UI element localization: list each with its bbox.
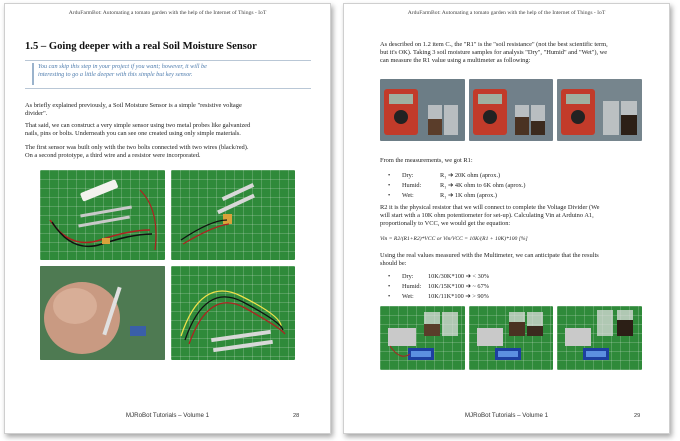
running-header: ArduFarmBot: Automating a tomato garden with the help of the Internet of Things - IoT [407,10,606,16]
result-item [388,293,588,301]
paragraph-2 [25,122,250,138]
paragraph-3-line-2: On a second prototype, a third wire and a resistor were incorporated. [25,152,201,160]
result-value: 10K/30K*100 ➔ < 30% [428,273,490,280]
callout-line-1: You can skip this step in your project if you want; however, it will be [38,63,207,70]
r2-paragraph [380,204,600,229]
photo-bolt-probes [171,170,295,260]
paragraph-3-line-1: The first sensor was built only with the two bolts connected with two wires (black/red). [25,144,249,151]
result-item [388,273,588,281]
intro-paragraph [380,41,608,66]
result-value: 10K/15K*100 ➔ ~ 67% [428,283,489,290]
hand-soldering-illustration [40,266,165,360]
paragraph-2-line-1: That said, we can construct a very simple sensor using two metal probes like galvanized [25,122,251,129]
bullet-icon: • [388,293,391,300]
result-label: Humid: [402,283,422,290]
bullet-icon: • [388,192,391,199]
photo-multimeter-humid [469,79,553,141]
measurement-value: R₁ ➔ 4K ohm to 6K ohm (aprox.) [440,182,526,189]
footer-title: MJRoBot Tutorials – Volume 1 [125,412,210,419]
voltage-divider-equation: Vin = R2/(R1+R2)*VCC or Vin/VCC = 10K/(R1 + 10K)*100 [%] [380,236,528,242]
three-wire-probe-illustration [171,266,295,360]
multimeter-humid-illustration [469,79,553,141]
paragraph-1-line-1: As briefly explained previously, a Soil Moisture Sensor is a simple "resistive voltage [25,102,242,109]
skip-callout [32,63,301,85]
paragraph-1-line-2: divider". [25,110,48,118]
photo-arduino-wet [557,306,642,370]
photo-arduino-dry [380,306,465,370]
intro-line-2: but it's OK). Taking 3 soil moisture samples for analysis "Dry", "Humid" and "Wet"), we [380,49,608,57]
measurement-value: R₁ ➔ 20K ohm (aprox.) [440,172,501,179]
bullet-icon: • [388,273,391,280]
measurement-label: Wet: [402,192,414,199]
page-number: 28 [293,413,300,419]
sensor-parts-illustration [40,170,165,260]
multimeter-wet-illustration [557,79,642,141]
intro-line-3: can measure the R1 value using a multimeter as following: [380,57,531,65]
result-label: Wet: [402,293,414,300]
arduino-humid-illustration [469,306,553,370]
r2-line-1: R2 it is the physical resistor that we will connect to complete the Voltage Divider (We [380,204,600,211]
footer-title: MJRoBot Tutorials – Volume 1 [464,412,549,419]
right-page [343,3,670,434]
measurement-item [388,182,588,190]
photo-multimeter-dry [380,79,465,141]
measurement-label: Humid: [402,182,422,189]
bullet-icon: • [388,283,391,290]
running-header: ArduFarmBot: Automating a tomato garden with the help of the Internet of Things - IoT [68,10,267,16]
paragraph-2-line-2: nails, pins or bolts. Underneath you can see one created using only simple materials. [25,130,241,138]
bullet-icon: • [388,182,391,189]
arduino-dry-illustration [380,306,465,370]
multimeter-dry-illustration [380,79,465,141]
results-paragraph [380,252,599,268]
bullet-icon: • [388,172,391,179]
photo-arduino-humid [469,306,553,370]
measurement-item [388,192,588,200]
result-value: 10K/11K*100 ➔ > 90% [428,293,489,300]
left-page [4,3,331,434]
r2-line-3: proportionally to VCC, we would get the equation: [380,220,511,228]
photo-hand-soldering [40,266,165,360]
photo-three-wire-probe [171,266,295,360]
result-label: Dry: [402,273,414,280]
callout-bottom-rule [25,88,311,89]
results-line-2: should be: [380,260,407,268]
result-item [388,283,588,291]
section-title: 1.5 – Going deeper with a real Soil Moisture Sensor [25,41,257,52]
measurement-item [388,172,588,180]
page-number: 29 [634,413,641,419]
measurement-value: R₁ ➔ 1K ohm (aprox.) [440,192,497,199]
callout-line-2: interesting to go a little deeper with this simple but key sensor. [38,71,193,78]
photo-sensor-parts [40,170,165,260]
callout-top-rule [25,60,311,61]
arduino-wet-illustration [557,306,642,370]
r2-line-2: will start with a 10K ohm potentiometer for set-up). Calculating Vin at Arduino A1, [380,212,594,220]
intro-line-1: As described on 1.2 item C., the "R1" is the "soil resistance" (not the best scientific term, [380,41,608,48]
bolt-probes-illustration [171,170,295,260]
photo-multimeter-wet [557,79,642,141]
paragraph-1 [25,102,242,118]
measurements-intro: From the measurements, we got R1: [380,157,473,164]
paragraph-3 [25,144,248,160]
measurement-label: Dry: [402,172,414,179]
results-line-1: Using the real values measured with the Multimeter, we can anticipate that the results [380,252,599,259]
